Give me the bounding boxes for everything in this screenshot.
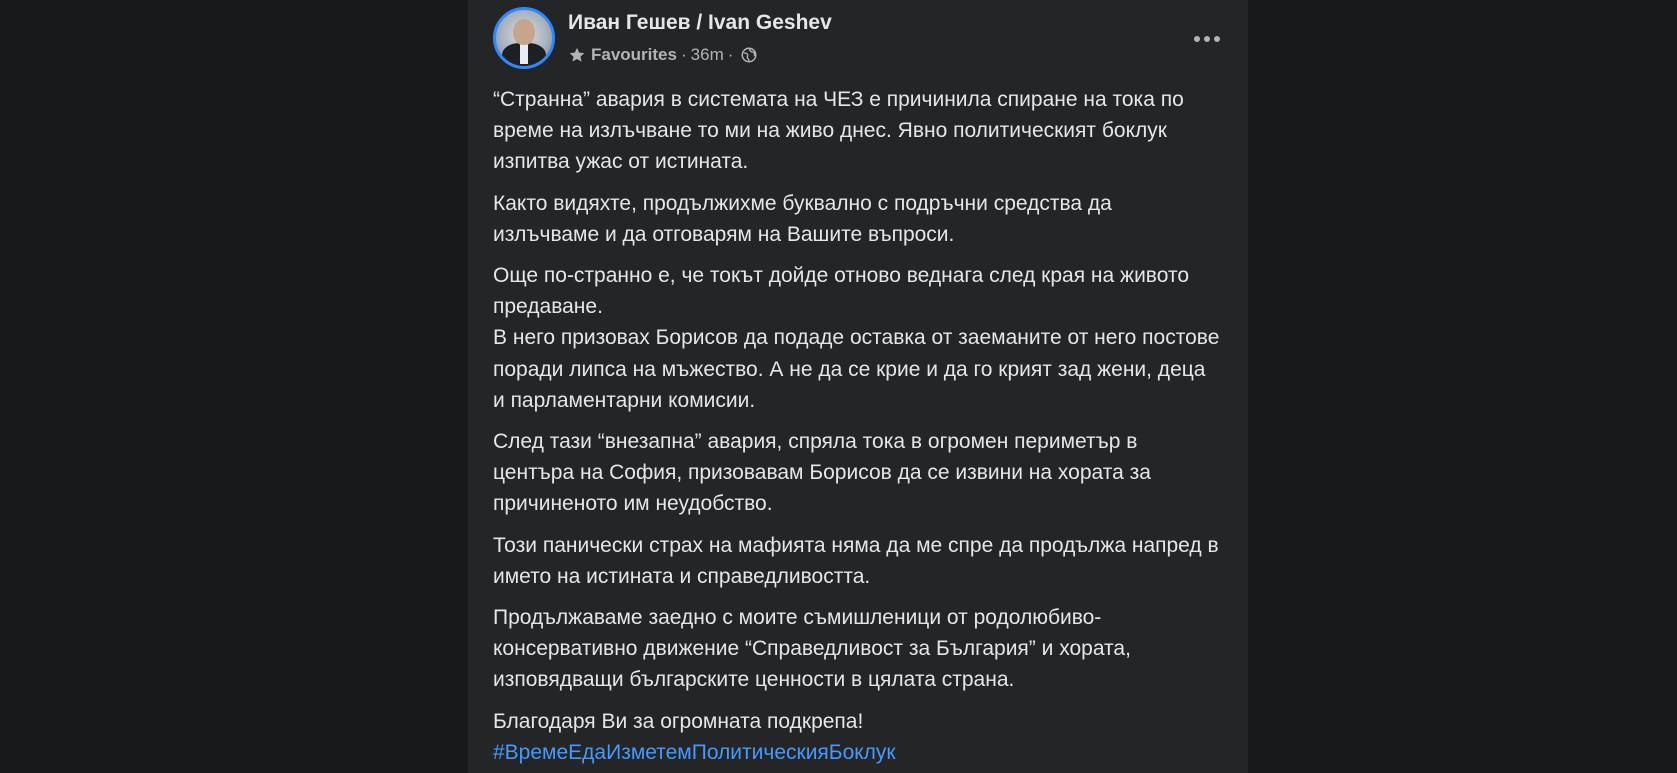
post-time[interactable]: 36m <box>690 45 724 64</box>
meta-separator-2: · <box>727 45 734 64</box>
post-meta <box>568 43 758 67</box>
post-paragraph: След тази “внезапна” авария, спряла тока в огромен периметър в центъра на София, призовавам Борисов да се извини на хората за причиненото им неудобство. <box>493 430 1151 516</box>
post-paragraph: “Странна” авария в системата на ЧЕЗ е причинила спиране на тока по време на излъчване то ми на живо днес. Явно политическият боклук изпитва ужас от истината. <box>493 88 1184 174</box>
post-text <box>493 84 1223 768</box>
post-paragraph: Този панически страх на мафията няма да ме спре да продължа напред в името на истината и справедливостта. <box>493 533 1219 588</box>
post-card <box>468 0 1248 773</box>
avatar-shirt <box>520 44 528 64</box>
author-name[interactable]: Иван Гешев / Ivan Geshev <box>568 11 832 34</box>
post-paragraph: Продължаваме заедно с моите съмишленици от родолюбиво-консервативно движение “Справедливост за България” и хората, изповядващи българските ценности в цялата страна. <box>493 606 1131 692</box>
author-avatar[interactable] <box>493 7 555 69</box>
avatar-face <box>513 19 535 45</box>
post-paragraph: Както видяхте, продължихме буквално с подръчни средства да излъчваме и да отговарям на Вашите въпроси. <box>493 191 1112 246</box>
post-paragraph: Още по-странно е, че токът дойде отново веднага след края на живото предаване. В него призовах Борисов да подаде оставка от заеманите от него постове поради липса на мъжество. А не да се крие и да го крият зад жени, деца и парламентарни комисии. <box>493 264 1220 412</box>
audience-label[interactable]: Favourites <box>591 45 677 64</box>
more-options-button[interactable] <box>1187 19 1227 59</box>
hashtag-link[interactable]: #ВремеЕдаИзметемПолитическияБоклук <box>493 740 896 764</box>
post-paragraph: Благодаря Ви за огромната подкрепа! <box>493 709 864 733</box>
globe-icon[interactable] <box>740 46 758 64</box>
meta-separator: · <box>680 45 687 64</box>
post-header <box>493 7 1248 71</box>
star-icon <box>568 46 586 64</box>
more-options-icon <box>1193 35 1221 43</box>
